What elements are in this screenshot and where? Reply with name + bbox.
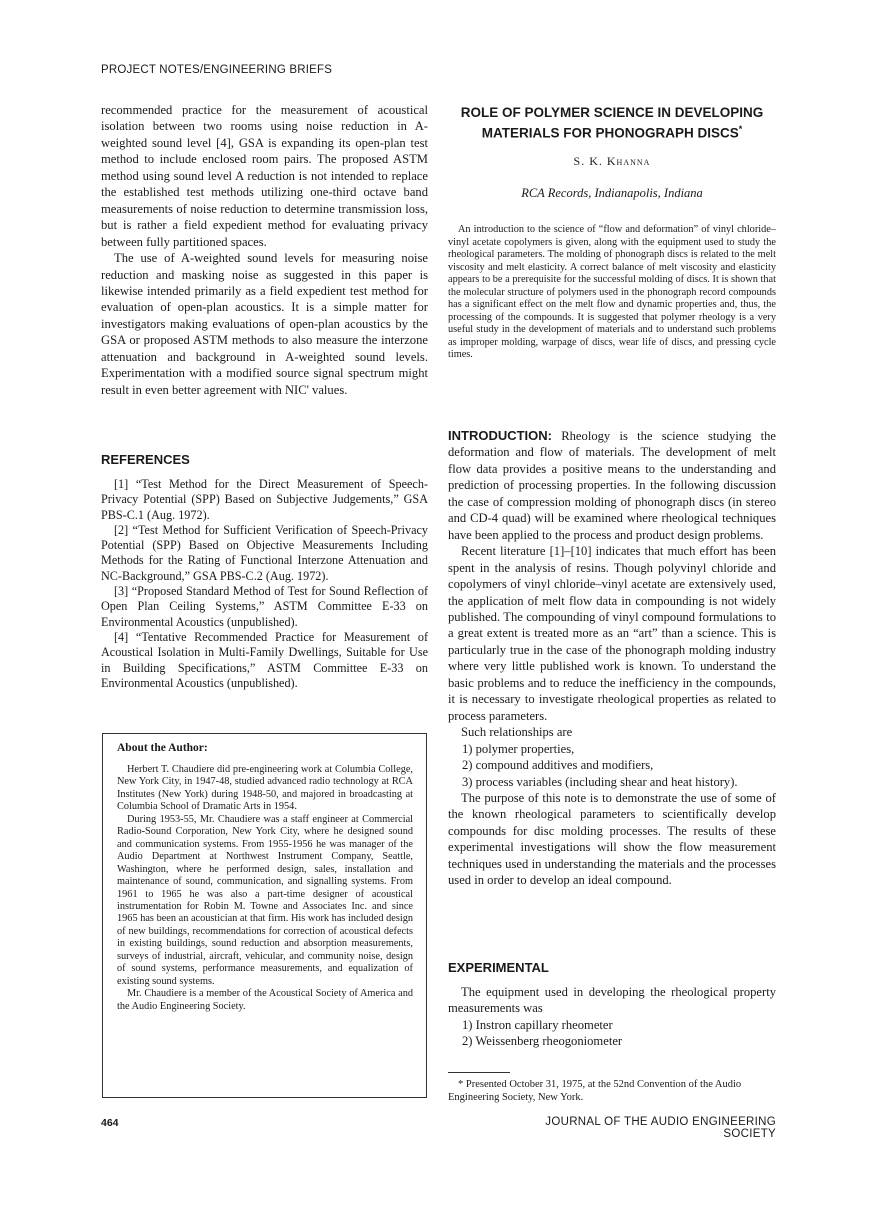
article-affiliation: RCA Records, Indianapolis, Indiana bbox=[521, 186, 703, 200]
paragraph: Recent literature [1]–[10] indicates that much effort has been spent in the analysis of resins. Though polyvinyl chloride and copolymers of vinyl chloride–vinyl acetate are extensively used, the application of melt flow data in compounding is not widely published. The compounding of vinyl compound formulations to a great extent is treated more as an “art” than a science. This is particularly true in the case of the phonograph molding industry where very little published work is known. To understand the basic problems and to reduce the inefficiency in the compounds, it is necessary to investigate rheological properties as related to process parameters. bbox=[448, 544, 776, 723]
abstract bbox=[448, 224, 776, 362]
paragraph: Rheology is the science studying the deformation and flow of materials. The development of melt flow data provides a positive means to the understanding and prediction of processing properties. In the following discussion the case of compression molding of phonograph discs (in stereo and CD-4 quad) will be examined where rheological techniques have been applied to the process and product design problems. bbox=[448, 429, 776, 542]
about-author-title: About the Author: bbox=[117, 742, 208, 754]
experimental-section bbox=[448, 960, 776, 1050]
paragraph: Mr. Chaudiere is a member of the Acoustical Society of America and the Audio Engineering Society. bbox=[117, 988, 413, 1012]
references-heading: REFERENCES bbox=[101, 452, 190, 467]
experimental-heading: EXPERIMENTAL bbox=[448, 960, 549, 975]
footnote bbox=[448, 1078, 776, 1104]
left-continued-text bbox=[101, 102, 428, 398]
footnote-rule bbox=[448, 1072, 510, 1073]
list-item: 2) compound additives and modifiers, bbox=[462, 758, 654, 773]
footnote-text: * Presented October 31, 1975, at the 52nd Convention of the Audio Engineering Society, New York. bbox=[448, 1079, 742, 1103]
running-header: PROJECT NOTES/ENGINEERING BRIEFS bbox=[101, 64, 333, 76]
relationships-list bbox=[448, 741, 776, 790]
article-author: S. K. Khanna bbox=[573, 154, 651, 168]
paragraph: The equipment used in developing the rheological property measurements was bbox=[448, 985, 776, 1016]
reference-item: [2] “Test Method for Sufficient Verification of Speech-Privacy Potential (SPP) Based on Objective Measurements Including Methods for the Rating of Functional Interzone Attenuation and NC-Background,” GSA PBS-C.2 (Aug. 1972). bbox=[101, 522, 428, 583]
page-number: 464 bbox=[101, 1117, 119, 1129]
reference-item: [3] “Proposed Standard Method of Test for Sound Reflection of Open Plan Ceiling Systems,” ASTM Committee E-33 on Environmental Acoustics (unpublished). bbox=[101, 584, 428, 629]
journal-name: JOURNAL OF THE AUDIO ENGINEERING SOCIETY bbox=[545, 1116, 776, 1140]
paragraph: During 1953-55, Mr. Chaudiere was a staff engineer at Commercial Radio-Sound Corporation, New York City, where he designed sound and communication systems. From 1955-1956 he was manager of the Audio Department at Northwest Instrument Company, Seattle, Washington, where he performed design, sales, installation and maintenance of sound, communication, and signalling systems. From 1961 to 1965 he was also a part-time designer of acoustical instrumentation for Robin M. Towne and Associates Inc. and since 1965 has been an acoustician at that firm. His work has included design of new buildings, recommendations for correction of acoustical defects in existing buildings, sound reduction and absorption measurements, surveys of industrial, aircraft, vehicular, and community noise, design of sound systems, performance measurements, and equalization of existing sound systems. bbox=[117, 813, 413, 987]
references-list bbox=[101, 477, 428, 691]
equipment-list bbox=[448, 1017, 776, 1050]
abstract-text: An introduction to the science of “flow and deformation” of vinyl chloride–vinyl acetate copolymers is given, along with the equipment used to study the rheological parameters. The molding of phonograph discs is related to the melt viscosity and melt elasticity. A correct balance of melt viscosity and elasticity appears to be a prerequisite for the successful molding of discs. It is shown that the molecular structure of polymers used in the phonograph record compounds has a significant effect on the melt flow and dynamic properties and, thus, the processing of the compounds. It is suggested that polymer rheology is a very useful study in the development of materials and to understand such problems as improper molding, warpage of discs, wear life of discs, and pressing cycle times. bbox=[448, 224, 776, 360]
list-item: 1) polymer properties, bbox=[462, 741, 575, 756]
list-item: 1) Instron capillary rheometer bbox=[462, 1017, 613, 1032]
title-line: MATERIALS FOR PHONOGRAPH DISCS* bbox=[481, 124, 743, 141]
paragraph: Such relationships are bbox=[461, 725, 573, 740]
introduction-heading: INTRODUCTION: bbox=[448, 428, 552, 443]
article-title bbox=[448, 105, 776, 142]
reference-item: [1] “Test Method for the Direct Measurement of Speech-Privacy Potential (SPP) Based on Subjective Judgements,” GSA PBS-C.1 (Aug. 1972). bbox=[101, 477, 428, 522]
title-line: ROLE OF POLYMER SCIENCE IN DEVELOPING bbox=[460, 105, 764, 120]
list-item: 3) process variables (including shear and heat history). bbox=[462, 774, 738, 789]
list-item: 2) Weissenberg rheogoniometer bbox=[462, 1034, 623, 1049]
paragraph: The use of A-weighted sound levels for measuring noise reduction and masking noise as suggested in this paper is likewise intended primarily as a field expedient test method for evaluation of open-plan acoustics. It is a simple matter for investigators making evaluations of open-plan acoustics by the GSA or proposed ASTM methods to also measure the interzone attenuation and background in A-weighted sound levels. Experimentation with a modified source signal spectrum might result in even better agreement with NIC' values. bbox=[101, 251, 428, 397]
paragraph: Herbert T. Chaudiere did pre-engineering work at Columbia College, New York City, in 1947-48, studied advanced radio technology at RCA Institutes (New York) during 1948-50, and majored in broadcasting at Columbia School of Dramatic Arts in 1954. bbox=[117, 764, 413, 813]
reference-item: [4] “Tentative Recommended Practice for Measurement of Acoustical Isolation in Multi-Family Dwellings, Suitable for Use in Building Specifications,” ASTM Committee E-33 on Environmental Acoustics (unpublished). bbox=[101, 629, 428, 690]
about-author-box bbox=[102, 733, 427, 1098]
about-author-text bbox=[117, 764, 413, 1013]
references-section bbox=[101, 452, 428, 691]
paragraph: The purpose of this note is to demonstrate the use of some of the known rheological parameters to scientifically develop compounds for disc molding processes. The results of these experimental investigations will show the flow measurement techniques used in understanding the materials and the processes used in order to develop an ideal compound. bbox=[448, 790, 776, 888]
footnote-mark: * bbox=[738, 124, 743, 134]
paragraph: recommended practice for the measurement of acoustical isolation between two rooms using noise reduction in A-weighted sound level [4], GSA is expanding its open-plan test method to include enclosed room pairs. The proposed ASTM method using sound level A reduction is not intended to replace the established test methods utilizing one-third octave band measurements of noise reduction to determine transmission loss, but is rather a field expedient method for evaluating privacy between fully partitioned spaces. bbox=[101, 103, 428, 249]
introduction-section bbox=[448, 428, 776, 889]
